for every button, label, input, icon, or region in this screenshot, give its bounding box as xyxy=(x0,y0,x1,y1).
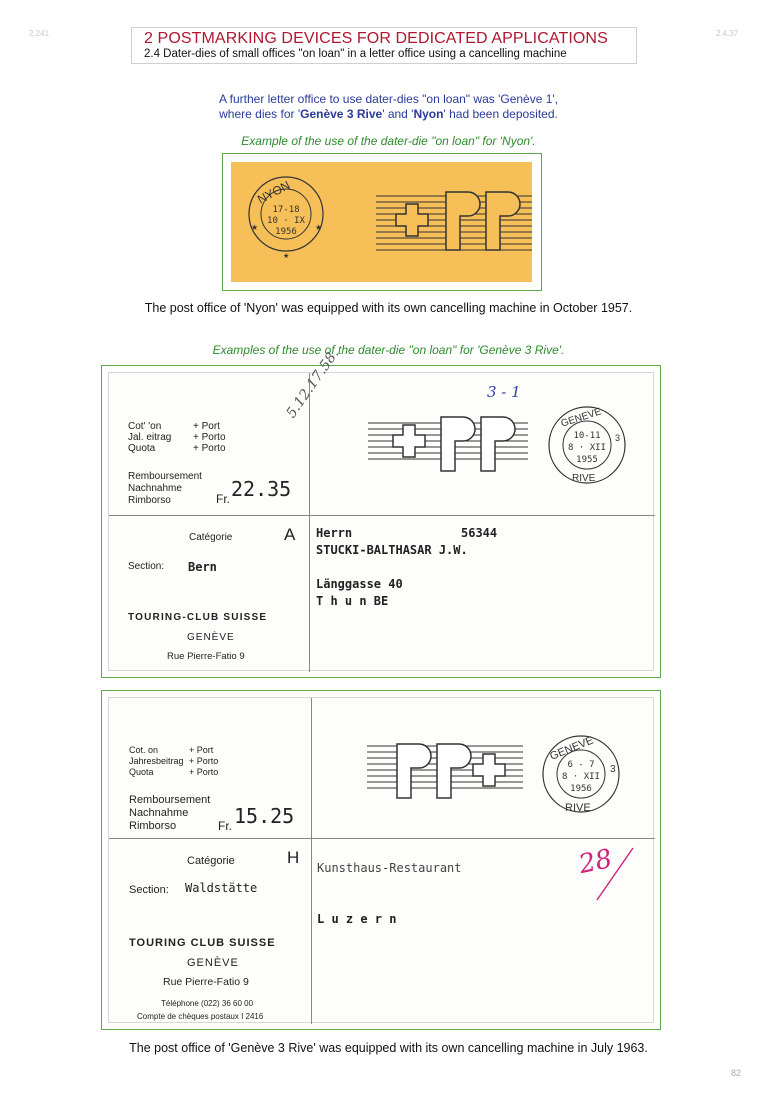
card2-remb-3: Rimborso xyxy=(129,820,177,832)
card1-addr-3: Länggasse 40 xyxy=(316,577,403,591)
card2-addr-2: L u z e r n xyxy=(317,912,397,926)
card1-row-1: Cot' 'on xyxy=(128,421,162,432)
card1-stamp-place-top: GENEVE xyxy=(559,406,603,430)
card2-org: TOURING CLUB SUISSE xyxy=(129,937,276,949)
card1-remb-3: Rimborso xyxy=(128,495,171,506)
nyon-stamp-place: NYON xyxy=(255,177,293,207)
corner-ref-right: 2.4.37 xyxy=(716,29,739,38)
nyon-stamp-hours: 17-18 xyxy=(272,205,300,215)
nyon-stamp-year: 1956 xyxy=(275,227,297,237)
caption-nyon: The post office of 'Nyon' was equipped with its own cancelling machine in October 1957. xyxy=(144,301,633,315)
card2-row-right-3: + Porto xyxy=(189,767,219,777)
card1-addr-4: T h u n BE xyxy=(316,594,389,608)
card2-street: Rue Pierre-Fatio 9 xyxy=(163,976,249,988)
card1-ppp-cancel xyxy=(363,405,533,475)
card1-section-label: Section: xyxy=(128,561,165,572)
card1-handwritten-date: 5.12.17.58. xyxy=(283,346,343,422)
page-number: 82 xyxy=(730,1068,741,1078)
card2-section-label: Section: xyxy=(129,884,169,896)
card2-amount: 15.25 xyxy=(234,804,295,828)
geneve-card-2 xyxy=(108,697,654,1023)
nyon-star-bottom-icon: ★ xyxy=(283,253,290,260)
card1-remb-2: Nachnahme xyxy=(128,483,182,494)
card2-handwritten: 28 xyxy=(576,843,615,881)
intro-line-2: where dies for 'Genève 3 Rive' and 'Nyon' had been deposited. xyxy=(219,107,558,121)
page-subtitle: 2.4 Dater-dies of small offices "on loan" in a letter office using a cancelling machine xyxy=(144,48,567,60)
card1-row-right-1: + Port xyxy=(193,421,220,432)
card2-categorie-label: Catégorie xyxy=(187,855,235,867)
card2-fr-label: Fr. xyxy=(218,819,232,833)
card2-row-1: Cot. on xyxy=(129,745,159,755)
card1-row-right-3: + Porto xyxy=(193,443,226,454)
card1-addr-1: Herrn xyxy=(316,526,353,540)
card1-fr-label: Fr. xyxy=(216,492,230,506)
card1-remb-1: Remboursement xyxy=(128,471,202,482)
card1-row-2: Jal. eitrag xyxy=(128,432,172,443)
nyon-star-right-icon: ★ xyxy=(315,223,323,232)
nyon-star-left-icon: ★ xyxy=(251,223,259,232)
card2-ppp-cancel xyxy=(365,736,525,808)
card1-number: 56344 xyxy=(461,526,498,540)
card1-categorie-label: Catégorie xyxy=(189,532,233,543)
page-title: 2 POSTMARKING DEVICES FOR DEDICATED APPLICATIONS xyxy=(144,30,608,47)
card2-city: GENÈVE xyxy=(187,957,239,969)
card1-geneve-postmark xyxy=(545,403,629,487)
card2-section: Waldstätte xyxy=(185,881,258,895)
card1-street: Rue Pierre-Fatio 9 xyxy=(167,651,245,662)
nyon-cover-frame xyxy=(222,153,542,291)
card2-categorie: H xyxy=(287,848,300,867)
nyon-ppp-glyphs xyxy=(396,192,520,250)
intro-line-1: A further letter office to use dater-dies "on loan" was 'Genève 1', xyxy=(218,92,559,106)
nyon-stamp-date: 10 · IX xyxy=(267,216,305,226)
card1-city: GENÈVE xyxy=(187,632,235,643)
nyon-cover xyxy=(231,162,532,282)
card2-row-2: Jahresbeitrag xyxy=(129,756,184,766)
geneve-card-2-frame xyxy=(101,690,661,1030)
card2-stamp-year: 1956 xyxy=(570,784,592,794)
caption-geneve: The post office of 'Genève 3 Rive' was equipped with its own cancelling machine in July 1963. xyxy=(129,1041,648,1055)
card1-org: TOURING-CLUB SUISSE xyxy=(128,612,268,623)
card2-row-right-1: + Port xyxy=(189,745,214,755)
corner-ref-left: 2.241 xyxy=(29,29,50,38)
card2-handwritten-stroke xyxy=(581,844,641,904)
card1-stamp-num: 3 xyxy=(615,433,621,443)
card2-account: Compte de chèques postaux I 2416 xyxy=(137,1012,264,1021)
card2-remb-1: Remboursement xyxy=(129,794,211,806)
card2-stamp-num: 3 xyxy=(610,764,616,775)
section-header xyxy=(131,27,637,64)
card2-addr-1: Kunsthaus-Restaurant xyxy=(317,861,462,875)
card1-stamp-year: 1955 xyxy=(576,455,598,465)
example-heading-geneve: Examples of the use of the dater-die "on loan" for 'Genève 3 Rive'. xyxy=(212,343,565,357)
card1-row-right-2: + Porto xyxy=(193,432,226,443)
card2-stamp-hours: 6 - 7 xyxy=(567,760,595,770)
card1-stamp-place-bottom: RIVE xyxy=(572,473,596,484)
card2-row-right-2: + Porto xyxy=(189,756,219,766)
card1-row-3: Quota xyxy=(128,443,156,454)
card1-section: Bern xyxy=(188,560,217,574)
card2-phone: Téléphone (022) 36 60 00 xyxy=(161,999,254,1008)
card1-handwritten-ref: 3 - 1 xyxy=(487,383,521,401)
card1-addr-2: STUCKI-BALTHASAR J.W. xyxy=(316,543,468,557)
card2-stamp-date: 8 · XII xyxy=(562,772,600,782)
card2-remb-2: Nachnahme xyxy=(129,807,189,819)
example-heading-nyon: Example of the use of the dater-die "on loan" for 'Nyon'. xyxy=(241,134,536,148)
card2-row-3: Quota xyxy=(129,767,154,777)
card1-stamp-hours: 10-11 xyxy=(573,431,601,441)
card1-amount: 22.35 xyxy=(231,477,292,501)
nyon-postmark-svg xyxy=(231,162,532,282)
card1-categorie: A xyxy=(284,525,296,544)
card2-stamp-place-top: GENEVE xyxy=(548,734,596,763)
card2-geneve-postmark xyxy=(539,732,623,816)
card2-stamp-place-bottom: RIVE xyxy=(565,802,591,814)
card1-stamp-date: 8 · XII xyxy=(568,443,606,453)
